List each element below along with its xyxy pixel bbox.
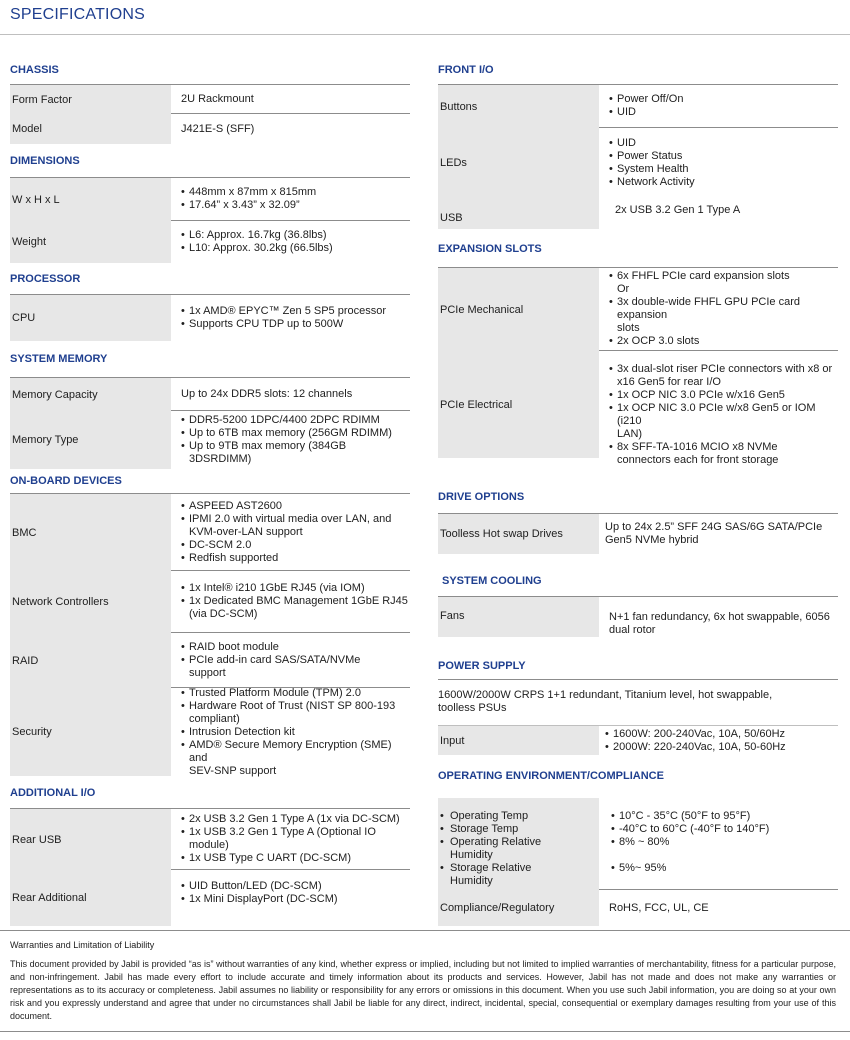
spec-row-rear-usb — [10, 809, 410, 870]
spec-value-text: Up to 24x DDR5 slots: 12 channels — [181, 387, 353, 400]
spec-value-line: N+1 fan redundancy, 6x hot swappable, 6056 — [609, 611, 830, 623]
power-description-line: 1600W/2000W CRPS 1+1 redundant, Titanium level, hot swappable, — [438, 689, 773, 701]
spec-value-text: 2U Rackmount — [181, 92, 254, 105]
spec-row-weight — [10, 221, 410, 263]
cooling-heading: SYSTEM COOLING — [442, 575, 542, 587]
additional-io-heading: ADDITIONAL I/O — [10, 787, 96, 799]
spec-bullet: • 1x OCP NIC 3.0 PCIe w/x16 Gen5 — [609, 389, 838, 402]
spec-bullet-continuation: SEV-SNP support — [189, 764, 277, 777]
spec-label: USB — [438, 198, 599, 229]
chassis-heading: CHASSIS — [10, 64, 59, 76]
spec-bullet: • 2000W: 220-240Vac, 10A, 50-60Hz — [605, 741, 838, 754]
env-value: • -40°C to 60°C (-40°F to 140°F) — [611, 823, 838, 836]
spec-bullet: • IPMI 2.0 with virtual media over LAN, and — [181, 513, 410, 526]
spec-label: W x H x L — [10, 178, 171, 221]
spec-bullet: • 1x USB Type C UART (DC-SCM) — [181, 852, 410, 865]
spec-value — [599, 351, 838, 466]
spec-bullet: • 2x OCP 3.0 slots — [609, 335, 838, 348]
spec-bullet: • AMD® Secure Memory Encryption (SME) and — [181, 739, 410, 765]
spec-value — [171, 688, 410, 776]
spec-row-pcie-mechanical — [438, 268, 838, 351]
spec-row-memory-type — [10, 411, 410, 469]
spec-value — [599, 726, 838, 755]
spec-label: Model — [10, 114, 171, 144]
spec-bullet: • 6x FHFL PCIe card expansion slots — [609, 270, 838, 283]
onboard-heading: ON-BOARD DEVICES — [10, 475, 122, 487]
spec-bullet: • 1x Mini DisplayPort (DC-SCM) — [181, 893, 410, 906]
spec-label: CPU — [10, 295, 171, 341]
environment-labels — [438, 798, 599, 890]
env-value: • 5%~ 95% — [611, 862, 838, 875]
footer-divider-top — [0, 930, 850, 931]
spec-bullet: • UID — [609, 137, 838, 150]
spec-label: Network Controllers — [10, 571, 171, 633]
spec-bullet: • Trusted Platform Module (TPM) 2.0 — [181, 687, 410, 700]
warranty-body: This document provided by Jabil is provided “as is” without warranties of any kind, whether express or implied, including but not limited to implied warranties of merchantability, fitness for a particular purpose, and non-infringement. Jabil has made every effort to include accurate and timely information about its products and services. However, Jabil has not made and does not make any warranties or representations as to its accuracy or completeness. Jabil assumes no liability or responsibility for any errors or omissions in this document. When you use such Jabil information, you are doing so at your own risk and you expressly understand and agree that under no circumstances shall Jabil be liable for any direct, indirect, incidental, special, consequential or exemplary damages resulting from your use of this document. — [10, 959, 836, 1021]
spec-bullet: • 2x USB 3.2 Gen 1 Type A (1x via DC-SCM) — [181, 813, 410, 826]
spec-value — [171, 494, 410, 571]
spec-value — [171, 633, 410, 688]
env-label: • Operating Temp — [440, 810, 541, 823]
spec-value — [599, 890, 838, 926]
spec-bullet: • 448mm x 87mm x 815mm — [181, 186, 410, 199]
spec-label: Input — [438, 726, 599, 755]
spec-bullet: • UID — [609, 106, 838, 119]
spec-value — [171, 178, 410, 221]
spec-bullet: • DDR5-5200 1DPC/4400 2DPC RDIMM — [181, 414, 410, 427]
spec-bullet-continuation: 3DSRDIMM) — [189, 453, 252, 465]
env-value: • 10°C - 35°C (50°F to 95°F) — [611, 810, 838, 823]
power-description-line: toolless PSUs — [438, 702, 507, 714]
spec-bullet: • Supports CPU TDP up to 500W — [181, 318, 410, 331]
spec-label: Toolless Hot swap Drives — [438, 514, 599, 554]
section-divider — [438, 679, 838, 680]
spec-value — [171, 378, 410, 411]
spec-label: Compliance/Regulatory — [438, 890, 599, 926]
power-heading: POWER SUPPLY — [438, 660, 526, 672]
spec-bullet: • L10: Approx. 30.2kg (66.5lbs) — [181, 242, 410, 255]
spec-value — [599, 597, 838, 637]
env-label: • Operating Relative — [440, 836, 541, 849]
spec-value — [171, 571, 410, 633]
spec-row-pcie-electrical — [438, 351, 838, 466]
spec-bullet: • DC-SCM 2.0 — [181, 539, 410, 552]
spec-bullet: • 3x dual-slot riser PCIe connectors with x8 or — [609, 363, 838, 376]
spec-row-cpu — [10, 295, 410, 341]
spec-row-network-controllers — [10, 571, 410, 633]
spec-value-text: RoHS, FCC, UL, CE — [609, 901, 709, 914]
spec-label: Buttons — [438, 85, 599, 128]
env-label: • Storage Relative — [440, 862, 541, 875]
spec-bullet: • UID Button/LED (DC-SCM) — [181, 880, 410, 893]
spec-value — [599, 128, 838, 198]
page-title: SPECIFICATIONS — [10, 6, 145, 23]
spec-bullet: • ASPEED AST2600 — [181, 500, 410, 513]
spec-row-usb — [438, 198, 838, 229]
spec-value-line: Gen5 NVMe hybrid — [605, 534, 699, 546]
environment-heading: OPERATING ENVIRONMENT/COMPLIANCE — [438, 770, 664, 782]
env-label-continuation: Humidity — [450, 849, 493, 861]
spec-label: Memory Type — [10, 411, 171, 469]
spec-bullet: • Up to 6TB max memory (256GM RDIMM) — [181, 427, 410, 440]
env-label: • Storage Temp — [440, 823, 541, 836]
spec-bullet: • L6: Approx. 16.7kg (36.8lbs) — [181, 229, 410, 242]
spec-bullet-continuation: LAN) — [617, 428, 643, 440]
front-io-heading: FRONT I/O — [438, 64, 494, 76]
spec-row-form-factor — [10, 85, 410, 114]
spec-label: Security — [10, 688, 171, 776]
spec-bullet: • 1x AMD® EPYC™ Zen 5 SP5 processor — [181, 305, 410, 318]
spec-label: BMC — [10, 494, 171, 571]
spec-row-security — [10, 688, 410, 776]
spec-bullet: • Power Off/On — [609, 93, 838, 106]
env-value: • 8% ~ 80% — [611, 836, 838, 849]
spec-value — [171, 295, 410, 341]
spec-value — [599, 198, 838, 229]
spec-row-dimensions — [10, 178, 410, 221]
spec-bullet: • Up to 9TB max memory (384GB — [181, 440, 410, 453]
spec-bullet: • Intrusion Detection kit — [181, 726, 410, 739]
spec-bullet-continuation: (via DC-SCM) — [189, 608, 258, 620]
spec-bullet: • Network Activity — [609, 176, 838, 189]
spec-value — [171, 809, 410, 870]
spec-value-text: J421E-S (SFF) — [181, 122, 255, 135]
spec-row-input — [438, 726, 838, 755]
spec-value-line: Up to 24x 2.5” SFF 24G SAS/6G SATA/PCIe — [605, 521, 823, 533]
title-divider — [0, 34, 850, 35]
spec-value — [171, 870, 410, 926]
warranty-title: Warranties and Limitation of Liability — [10, 940, 155, 950]
spec-bullet: • PCIe add-in card SAS/SATA/NVMe — [181, 654, 410, 667]
spec-bullet-continuation: KVM-over-LAN support — [189, 525, 303, 538]
dimensions-heading: DIMENSIONS — [10, 155, 80, 167]
environment-values — [599, 798, 838, 890]
spec-label: Fans — [438, 597, 599, 637]
spec-label: Weight — [10, 221, 171, 263]
spec-bullet-continuation: connectors each for front storage — [617, 454, 779, 466]
spec-row-raid — [10, 633, 410, 688]
footer-divider-bottom — [0, 1031, 850, 1032]
spec-bullet-continuation: Or — [617, 283, 630, 295]
memory-heading: SYSTEM MEMORY — [10, 353, 108, 365]
spec-label: Memory Capacity — [10, 378, 171, 411]
spec-bullet: • 1x Intel® i210 1GbE RJ45 (via IOM) — [181, 582, 410, 595]
spec-value — [599, 85, 838, 128]
spec-bullet: • 3x double-wide FHFL GPU PCIe card expansion — [609, 296, 838, 322]
expansion-heading: EXPANSION SLOTS — [438, 243, 542, 255]
spec-value-line: dual rotor — [609, 624, 656, 636]
spec-value-text: 2x USB 3.2 Gen 1 Type A — [615, 204, 741, 216]
spec-bullet-continuation: compliant) — [189, 712, 240, 725]
spec-bullet: • RAID boot module — [181, 641, 410, 654]
spec-row-compliance — [438, 890, 838, 926]
drive-heading: DRIVE OPTIONS — [438, 491, 525, 503]
spec-bullet: • 1x Dedicated BMC Management 1GbE RJ45 — [181, 595, 410, 608]
spec-value — [171, 221, 410, 263]
spec-row-fans — [438, 597, 838, 637]
spec-label: PCIe Mechanical — [438, 268, 599, 351]
spec-row-leds — [438, 128, 838, 198]
env-label-continuation: Humidity — [450, 875, 493, 887]
spec-row-memory-capacity — [10, 378, 410, 411]
spec-bullet: • 8x SFF-TA-1016 MCIO x8 NVMe — [609, 441, 838, 454]
spec-value — [171, 85, 410, 114]
env-value-spacer — [611, 849, 838, 862]
spec-row-rear-additional — [10, 870, 410, 926]
spec-label: Rear USB — [10, 809, 171, 870]
spec-label: Rear Additional — [10, 870, 171, 926]
spec-row-buttons — [438, 85, 838, 128]
spec-bullet: • System Health — [609, 163, 838, 176]
spec-value — [171, 411, 410, 469]
spec-bullet-continuation: support — [189, 666, 226, 679]
power-description — [438, 689, 838, 715]
spec-label: PCIe Electrical — [438, 351, 599, 458]
spec-value — [171, 114, 410, 144]
spec-bullet-continuation: x16 Gen5 for rear I/O — [617, 376, 721, 388]
spec-bullet: • Hardware Root of Trust (NIST SP 800-193 — [181, 700, 410, 713]
spec-bullet: • Redfish supported — [181, 552, 410, 565]
spec-bullet: • 1600W: 200-240Vac, 10A, 50/60Hz — [605, 728, 838, 741]
spec-row-environment — [438, 798, 838, 890]
spec-label: LEDs — [438, 128, 599, 198]
spec-label: RAID — [10, 633, 171, 688]
spec-row-model — [10, 114, 410, 144]
spec-value — [599, 268, 838, 351]
spec-value — [599, 514, 838, 554]
spec-row-bmc — [10, 494, 410, 571]
spec-row-hot-swap-drives — [438, 514, 838, 554]
spec-bullet: • 17.64” x 3.43” x 32.09” — [181, 199, 410, 212]
spec-bullet: • Power Status — [609, 150, 838, 163]
spec-bullet: • 1x USB 3.2 Gen 1 Type A (Optional IO module) — [181, 826, 410, 852]
spec-bullet: • 1x OCP NIC 3.0 PCIe w/x8 Gen5 or IOM (i210 — [609, 402, 838, 428]
spec-label: Form Factor — [10, 85, 171, 114]
processor-heading: PROCESSOR — [10, 273, 81, 285]
spec-bullet-continuation: slots — [617, 322, 640, 334]
